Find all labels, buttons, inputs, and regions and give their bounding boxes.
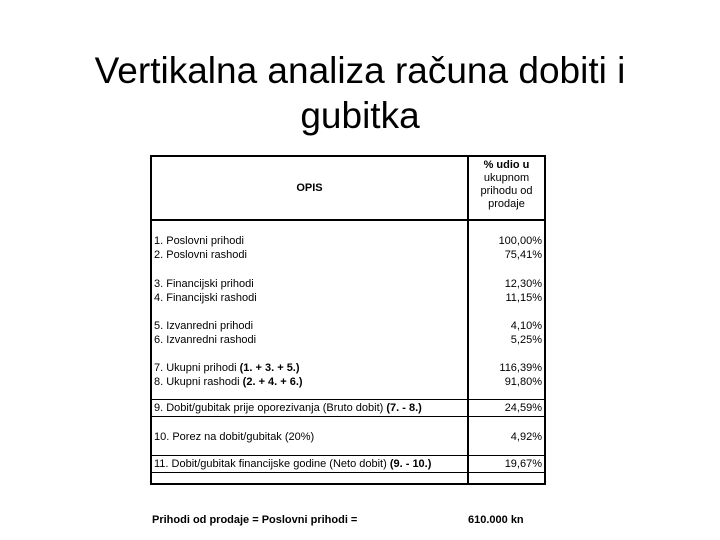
row-divider — [152, 399, 544, 400]
header-udio — [469, 159, 544, 219]
table-row — [152, 291, 544, 305]
footer-label: Prihodi od prodaje = Poslovni prihodi = — [152, 514, 358, 526]
table-row — [152, 401, 544, 415]
row-value: 11,15% — [505, 292, 542, 304]
row-value: 19,67% — [504, 458, 542, 470]
row-label: 11. Dobit/gubitak financijske godine (Neto dobit) (9. - 10.) — [154, 458, 432, 470]
header-udio-line-2: ukupnom — [483, 172, 530, 184]
row-label: 10. Porez na dobit/gubitak (20%) — [154, 431, 315, 443]
row-value: 116,39% — [499, 362, 542, 374]
row-label: 3. Financijski prihodi — [154, 278, 254, 290]
header-udio-line-1: % udio u — [483, 159, 530, 171]
table-row — [152, 248, 544, 262]
header-udio-line-4: prodaje — [488, 198, 525, 210]
row-label: 8. Ukupni rashodi (2. + 4. + 6.) — [154, 376, 303, 388]
table-row — [152, 430, 544, 444]
table-row — [152, 375, 544, 389]
row-value: 91,80% — [504, 376, 542, 388]
row-label: 1. Poslovni prihodi — [154, 235, 244, 247]
slide-title: Vertikalna analiza računa dobiti i gubitka — [94, 50, 626, 136]
table-row — [152, 333, 544, 347]
header-opis: OPIS — [296, 182, 323, 194]
row-value: 12,30% — [504, 278, 542, 290]
table-row — [152, 457, 544, 471]
row-divider — [152, 472, 544, 473]
table-row — [152, 361, 544, 375]
row-label: 6. Izvanredni rashodi — [154, 334, 257, 346]
row-value: 24,59% — [504, 402, 542, 414]
row-label: 9. Dobit/gubitak prije oporezivanja (Bruto dobit) (7. - 8.) — [154, 402, 422, 414]
row-divider — [152, 416, 544, 417]
table-row — [152, 277, 544, 291]
row-value: 4,10% — [510, 320, 542, 332]
analysis-table — [150, 155, 546, 485]
table-row — [152, 319, 544, 333]
row-value: 100,00% — [498, 235, 542, 247]
header-divider — [152, 219, 544, 221]
row-value: 5,25% — [510, 334, 542, 346]
footer-value: 610.000 kn — [468, 514, 524, 526]
row-value: 4,92% — [510, 431, 542, 443]
row-label: 4. Financijski rashodi — [154, 292, 257, 304]
table-row — [152, 234, 544, 248]
row-divider — [152, 455, 544, 456]
row-value: 75,41% — [504, 249, 542, 261]
row-label: 2. Poslovni rashodi — [154, 249, 247, 261]
header-udio-line-3: prihodu od — [480, 185, 533, 197]
row-label: 7. Ukupni prihodi (1. + 3. + 5.) — [154, 362, 300, 374]
row-label: 5. Izvanredni prihodi — [154, 320, 254, 332]
